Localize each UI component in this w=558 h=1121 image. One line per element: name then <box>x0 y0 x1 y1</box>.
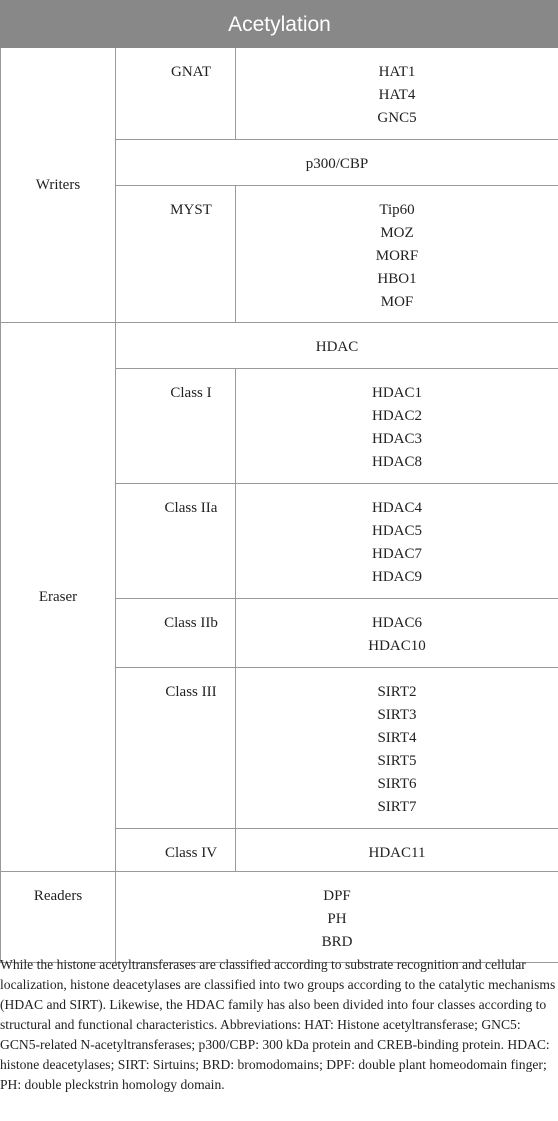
table-title: Acetylation <box>1 1 558 48</box>
list-item: HDAC6 <box>371 615 422 631</box>
list-item: MOF <box>380 294 414 310</box>
gnat-list <box>236 48 558 140</box>
class-iv: Class IV <box>116 829 236 872</box>
class-iia: Class IIa <box>116 484 236 599</box>
list-item: HAT1 <box>378 64 416 80</box>
class-i-list <box>236 369 558 484</box>
list-item: MOZ <box>380 225 414 241</box>
list-item: HDAC3 <box>371 431 422 447</box>
list-item: MORF <box>375 248 419 264</box>
list-item: HDAC9 <box>371 569 422 585</box>
list-item: PH <box>327 911 347 927</box>
list-item: HDAC7 <box>371 546 422 562</box>
list-item: SIRT3 <box>377 707 417 723</box>
list-item: HDAC5 <box>371 523 422 539</box>
list-item: SIRT2 <box>377 684 417 700</box>
list-item: HDAC11 <box>368 845 426 861</box>
list-item: GNC5 <box>377 110 417 126</box>
family-p300-cbp: p300/CBP <box>116 140 558 186</box>
list-item: HBO1 <box>377 271 417 287</box>
list-item: DPF <box>323 888 351 904</box>
family-gnat: GNAT <box>116 48 236 140</box>
class-iii-list <box>236 668 558 829</box>
list-item: Tip60 <box>379 202 415 218</box>
list-item: HDAC10 <box>368 638 426 654</box>
list-item: SIRT6 <box>377 776 417 792</box>
family-hdac: HDAC <box>116 323 558 369</box>
class-iia-list <box>236 484 558 599</box>
list-item: SIRT5 <box>377 753 417 769</box>
list-item: SIRT4 <box>377 730 417 746</box>
readers-list <box>116 872 558 963</box>
class-i: Class I <box>116 369 236 484</box>
group-readers: Readers <box>1 872 116 963</box>
list-item: SIRT7 <box>377 799 417 815</box>
table-footnote: While the histone acetyltransferases are classified according to substrate recognition and cellular localization, histone deacetylases are classified into two groups according to the catalytic mechanisms (HDAC and SIRT). Likewise, the HDAC family has also been divided into four classes according to structural and functional characteristics. Abbreviations: HAT: Histone acetyltransferase; GNC5: GCN5-related N-acetyltransferases; p300/CBP: 300 kDa protein and CREB-binding protein. HDAC: histone deacetylases; SIRT: Sirtuins; BRD: bromodomains; DPF: double plant homeodomain finger; PH: double pleckstrin homology domain. <box>0 957 556 1092</box>
class-iib: Class IIb <box>116 599 236 668</box>
list-item: HDAC4 <box>371 500 422 516</box>
class-iib-list <box>236 599 558 668</box>
myst-list <box>236 186 558 323</box>
list-item: BRD <box>321 934 353 950</box>
list-item: HDAC1 <box>371 385 422 401</box>
list-item: HAT4 <box>378 87 416 103</box>
group-writers: Writers <box>1 48 116 323</box>
list-item: HDAC8 <box>371 454 422 470</box>
group-eraser: Eraser <box>1 323 116 872</box>
list-item: HDAC2 <box>371 408 422 424</box>
family-myst: MYST <box>116 186 236 323</box>
class-iii: Class III <box>116 668 236 829</box>
class-iv-list <box>236 829 558 872</box>
